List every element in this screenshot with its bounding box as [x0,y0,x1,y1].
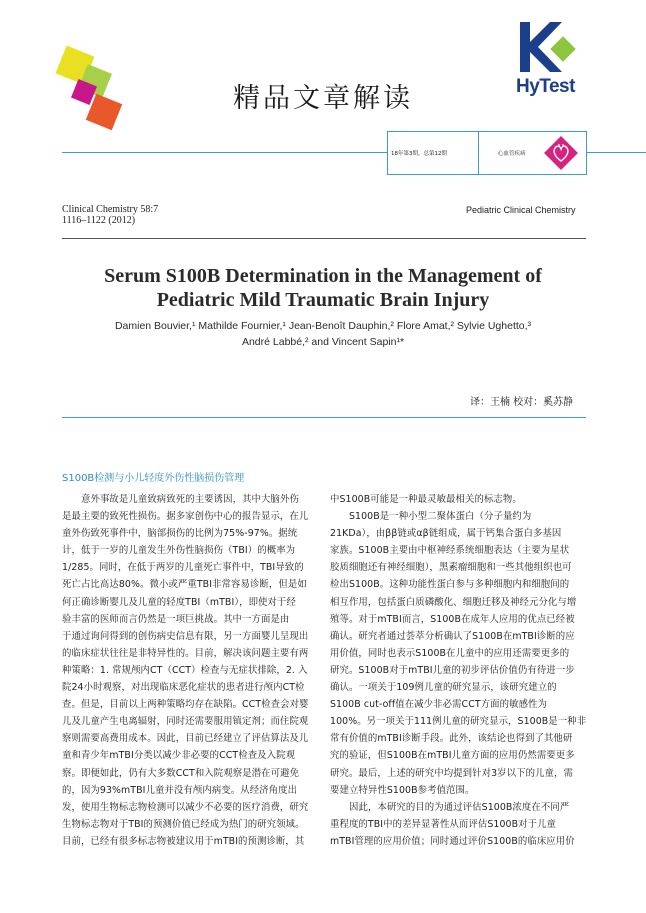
journal-section: Pediatric Clinical Chemistry [466,205,576,215]
right-line: S100B是一种小型二聚体蛋白（分子量约为 [349,511,532,523]
hytest-logo-icon [518,20,580,76]
right-line: 检出S100B。这种功能性蛋白参与多种细胞内和细胞间的 [330,579,570,591]
column-label: 心血管疾病 [498,151,526,157]
issue-box [387,131,587,175]
left-line: 计，低于一岁的儿童发生外伤性脑损伤（TBI）的概率为 [62,545,296,557]
right-line: 殖等。对于mTBI而言，S100B在成年人应用的优点已经被 [330,613,575,625]
right-line: 研究。最后，上述的研究中均提到针对3岁以下的儿童，需 [330,767,573,779]
left-column [62,491,318,850]
left-line: 于通过询问得到的创伤病史信息有限，另一方面婴儿呈现出 [62,630,309,642]
page-title: 精品文章解读 [233,83,413,114]
right-line: S100B cut-off值在减少非必需CCT方面的敏感性为 [330,699,547,711]
left-line: 院24小时观察，对出现临床恶化症状的患者进行颅内CT检 [62,682,305,694]
left-line: 察则需要高费用成本。因此，目前已经建立了评估算法及儿 [62,733,309,745]
right-line: 究的验证，但S100B在mTBI儿童方面的应用仍然需要更多 [330,750,575,762]
left-line: 种策略：1. 常规颅内CT（CCT）检查与无症状排除，2. 入 [62,664,308,676]
right-line: 研究。S100B对于mTBI儿童的初步评估价值仍有待进一步 [330,664,575,676]
left-line: 儿及儿童产生电离辐射，同时还需要服用镇定剂；而住院观 [62,716,309,728]
header-rule-left [62,152,387,153]
issue-label: 18年第3期，总第12期 [391,151,447,157]
left-line: 童外伤致死事件中，脑部损伤的比例为75%-97%。据统 [62,528,298,540]
left-line: 生物标志物对于TBI的预测价值已经成为热门的研究领域。 [62,818,305,830]
right-line: mTBI管理的应用价值；同时通过评价S100B的临床应用价 [330,835,575,847]
right-line: 相互作用，包括蛋白质磷酸化、细胞迁移及神经元分化与增 [330,596,577,608]
left-line: 的临床症状往往是非特异性的。目前，解决该问题主要有两 [62,647,309,659]
right-line: 中S100B可能是一种最灵敏最相关的标志物。 [330,494,522,505]
right-line: 常有价值的mTBI诊断手段。此外，该结论也得到了其他研 [330,733,573,745]
paper-title-line2: Pediatric Mild Traumatic Brain Injury [156,289,490,311]
right-line: 要建立特异性S100B参考值范围。 [330,784,475,796]
left-line: 验丰富的医师而言仍然是一项巨挑战。其中一方面是由 [62,613,290,625]
journal-name: Clinical Chemistry 58:7 [62,204,159,215]
left-line: 察。即便如此，仍有大多数CCT和入院观察是潜在可避免 [62,767,300,779]
right-line: 因此，本研究的目的为通过评估S100B浓度在不同严 [349,801,570,813]
paper-title-line1: Serum S100B Determination in the Management of [104,265,542,287]
title-rule [62,238,586,239]
section-rule [62,417,586,418]
authors-line1: Damien Bouvier,¹ Mathilde Fournier,¹ Jean-Benoît Dauphin,² Flore Amat,² Sylvie Ughetto,³ [114,320,532,332]
left-line: 查。但是，目前以上两种策略均存在缺陷。CCT检查会对婴 [62,699,309,711]
section-heading: S100B检测与小儿轻度外伤性脑损伤管理 [62,473,245,484]
right-line: 家族。S100B主要由中枢神经系统细胞表达（主要为星状 [330,545,570,557]
left-line: 意外事故是儿童致病致死的主要诱因，其中大脑外伤 [81,494,299,505]
header-rule-right [586,152,646,153]
left-line: 发，使用生物标志物检测可以减少不必要的医疗消费，研究 [62,801,309,813]
right-line: 确认。研究者通过荟萃分析确认了S100B在mTBI诊断的应 [330,630,575,642]
logo-text: HyTest [516,76,575,97]
right-line: 重程度的TBI中的差异显著性从而评估S100B对于儿童 [330,818,557,830]
issue-divider [478,132,479,174]
journal-pages: 1116–1122 (2012) [62,215,136,226]
left-line: 童和青少年mTBI分类以减少非必要的CCT检查及入院观 [62,750,296,762]
right-line: 21KDa），由ββ链或αβ链组成，属于钙集合蛋白多基因 [330,528,562,540]
right-line: 用价值，同时也表示S100B在儿童中的应用还需要更多的 [330,647,570,659]
left-line: 死亡占比高达80%。微小或严重TBI非常容易诊断，但是如 [62,579,307,591]
right-line: 确认。一项关于109例儿童的研究显示，该研究建立的 [330,682,557,694]
right-line: 胶质细胞还有神经细胞），黑素瘤细胞和一些其他组织也可 [330,562,572,574]
left-line: 何正确诊断婴儿及儿童的轻度TBI（mTBI），即使对于经 [62,596,296,608]
translator-credit: 译：王楠 校对：奚苏静 [470,397,574,408]
right-column [330,491,586,850]
left-line: 是最主要的致死性损伤。据多家创伤中心的报告显示，在儿 [62,511,309,523]
right-line: 100%。另一项关于111例儿童的研究显示，S100B是一种非 [330,716,586,728]
left-line: 1/285。同时，在低于两岁的儿童死亡事件中，TBI导致的 [62,562,304,574]
heart-badge-icon [542,134,580,172]
authors-line2: André Labbé,² and Vincent Sapin¹* [241,336,405,348]
left-line: 的，因为93%mTBI儿童并没有颅内病变。从经济角度出 [62,784,298,796]
left-line: 目前，已经有很多标志物被建议用于mTBI的预测诊断，其 [62,835,305,847]
